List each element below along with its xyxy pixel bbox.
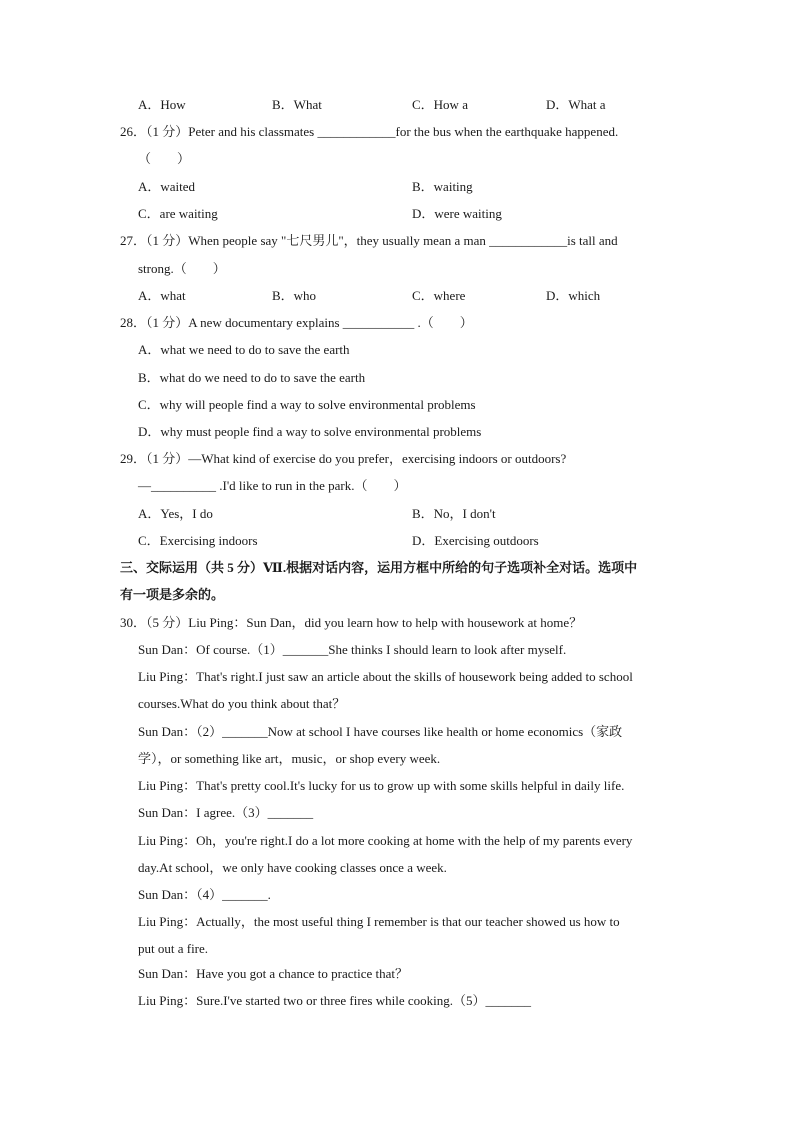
q27-stem-cont: strong.（ ） (138, 261, 226, 276)
q30-line: Sun Dan：Of course.（1）_______She thinks I should learn to look after myself. (138, 642, 567, 657)
q25-option-d: D．What a (546, 97, 606, 112)
q27-option-a: A．what (138, 288, 186, 303)
q27-option-c: C．where (412, 288, 466, 303)
q27-option-d: D．which (546, 288, 601, 303)
q30-line: Sun Dan：Have you got a chance to practice that？ (138, 966, 409, 981)
q28-option-c: C．why will people find a way to solve environmental problems (138, 397, 476, 412)
q26-option-c: C．are waiting (138, 206, 218, 221)
q29-stem: 29．（1 分）—What kind of exercise do you prefer，exercising indoors or outdoors? (120, 451, 567, 466)
q29-option-b: B．No，I don't (412, 506, 496, 521)
q30-line: day.At school，we only have cooking classes once a week. (138, 860, 447, 875)
q25-option-a: A．How (138, 97, 186, 112)
q30-line: 学），or something like art，music，or shop every week. (138, 751, 441, 766)
q28-option-d: D．why must people find a way to solve environmental problems (138, 424, 482, 439)
q29-stem-cont: —__________ .I'd like to run in the park.（ ） (138, 478, 407, 493)
q26-option-b: B．waiting (412, 179, 473, 194)
q29-option-d: D．Exercising outdoors (412, 533, 539, 548)
q25-option-b: B．What (272, 97, 322, 112)
q30-line: Sun Dan：（2）_______Now at school I have courses like health or home economics（家政 (138, 724, 623, 739)
q30-line: Liu Ping：Actually，the most useful thing I remember is that our teacher showed us how to (138, 914, 620, 929)
section3-heading-cont: 有一项是多余的。 (120, 587, 225, 602)
q25-option-c: C．How a (412, 97, 468, 112)
q30-line: Sun Dan：（4）_______. (138, 887, 271, 902)
q26-option-d: D．were waiting (412, 206, 502, 221)
q30-line: Liu Ping：Sure.I've started two or three fires while cooking.（5）_______ (138, 993, 531, 1008)
q30-line: Liu Ping：That's right.I just saw an article about the skills of housework being added to school (138, 669, 633, 684)
q29-option-c: C．Exercising indoors (138, 533, 258, 548)
q29-option-a: A．Yes，I do (138, 506, 213, 521)
q28-stem: 28．（1 分）A new documentary explains ___________ .（ ） (120, 315, 473, 330)
q30-line: courses.What do you think about that？ (138, 696, 346, 711)
section3-heading: 三、交际运用（共 5 分）Ⅶ.根据对话内容，运用方框中所给的句子选项补全对话。选项中 (120, 560, 638, 575)
q30-line: 30．（5 分）Liu Ping：Sun Dan，did you learn how to help with housework at home？ (120, 615, 583, 630)
q26-paren: （ ） (138, 151, 191, 166)
q26-option-a: A．waited (138, 179, 196, 194)
q26-stem: 26．（1 分）Peter and his classmates ____________for the bus when the earthquake happened. (120, 124, 619, 139)
q30-line: Liu Ping：Oh，you're right.I do a lot more cooking at home with the help of my parents every (138, 833, 633, 848)
q28-option-a: A．what we need to do to save the earth (138, 342, 350, 357)
q27-option-b: B．who (272, 288, 317, 303)
q30-line: put out a fire. (138, 941, 209, 956)
q30-line: Sun Dan：I agree.（3）_______ (138, 805, 314, 820)
q28-option-b: B．what do we need to do to save the earth (138, 370, 366, 385)
q27-stem: 27．（1 分）When people say "七尺男儿"，they usually mean a man ____________is tall and (120, 233, 618, 248)
q30-line: Liu Ping：That's pretty cool.It's lucky for us to grow up with some skills helpful in daily life. (138, 778, 625, 793)
